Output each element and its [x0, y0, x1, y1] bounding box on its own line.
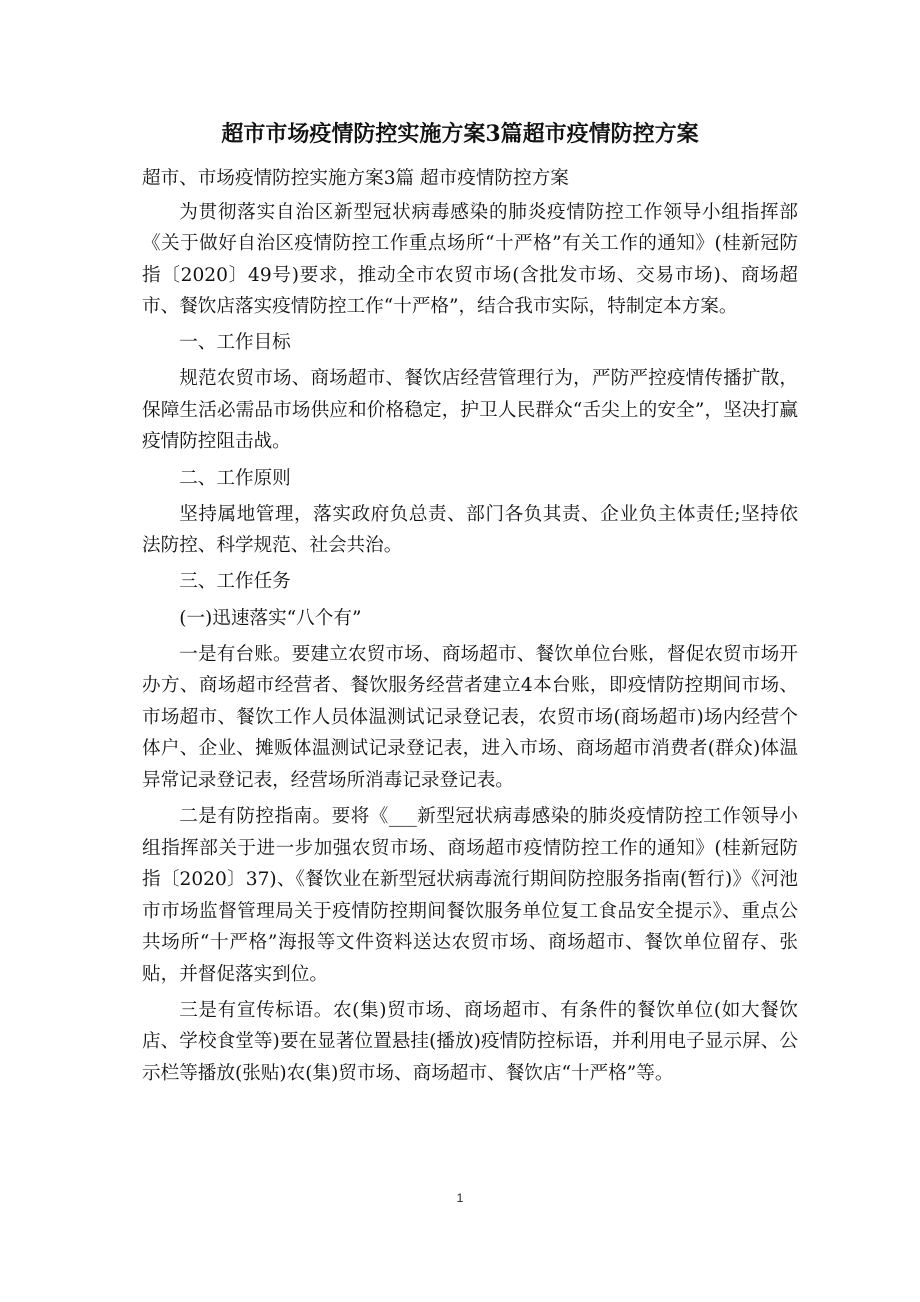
document-body — [142, 163, 798, 1094]
document-subtitle: 超市、市场疫情防控实施方案3篇 超市疫情防控方案 — [142, 168, 569, 189]
paragraph-work-principles: 坚持属地管理，落实政府负总责、部门各负其责、企业负主体责任;坚持依法防控、科学规范、社会共治。 — [142, 503, 798, 557]
page-number: 1 — [456, 1191, 464, 1205]
paragraph-guidelines: 二是有防控指南。要将《___新型冠状病毒感染的肺炎疫情防控工作领导小组指挥部关于进一步加强农贸市场、商场超市疫情防控工作的通知》(桂新冠防指〔2020〕37)、《餐饮业在新型冠状病毒流行期间防控服务指南(暂行)》《河池市市场监督管理局关于疫情防控期间餐饮服务单位复工食品安全提示》、重点公共场所“十严格”海报等文件资料送达农贸市场、商场超市、餐饮单位留存、张贴，并督促落实到位。 — [142, 806, 798, 985]
heading-work-tasks: 三、工作任务 — [179, 571, 291, 593]
paragraph-slogans: 三是有宣传标语。农(集)贸市场、商场超市、有条件的餐饮单位(如大餐饮店、学校食堂等)要在显著位置悬挂(播放)疫情防控标语，并利用电子显示屏、公示栏等播放(张贴)农(集)贸市场、商场超市、餐饮店“十严格”等。 — [142, 999, 798, 1084]
subheading-eight-haves: (一)迅速落实“八个有” — [179, 607, 362, 629]
heading-work-principles: 二、工作原则 — [179, 467, 291, 489]
paragraph-intro: 为贯彻落实自治区新型冠状病毒感染的肺炎疫情防控工作领导小组指挥部《关于做好自治区疫情防控工作重点场所“十严格”有关工作的通知》(桂新冠防指〔2020〕49号)要求，推动全市农贸市场(含批发市场、交易市场)、商场超市、餐饮店落实疫情防控工作“十严格”，结合我市实际，特制定本方案。 — [142, 201, 798, 317]
paragraph-work-goals: 规范农贸市场、商场超市、餐饮店经营管理行为，严防严控疫情传播扩散，保障生活必需品市场供应和价格稳定，护卫人民群众“舌尖上的安全”，坚决打赢疫情防控阻击战。 — [142, 368, 798, 453]
document-title: 超市市场疫情防控实施方案3篇超市疫情防控方案 — [221, 121, 699, 147]
paragraph-ledger: 一是有台账。要建立农贸市场、商场超市、餐饮单位台账，督促农贸市场开办方、商场超市经营者、餐饮服务经营者建立4本台账，即疫情防控期间市场、市场超市、餐饮工作人员体温测试记录登记表，农贸市场(商场超市)场内经营个体户、企业、摊贩体温测试记录登记表，进入市场、商场超市消费者(群众)体温异常记录登记表，经营场所消毒记录登记表。 — [142, 643, 798, 791]
heading-work-goals: 一、工作目标 — [179, 332, 291, 354]
